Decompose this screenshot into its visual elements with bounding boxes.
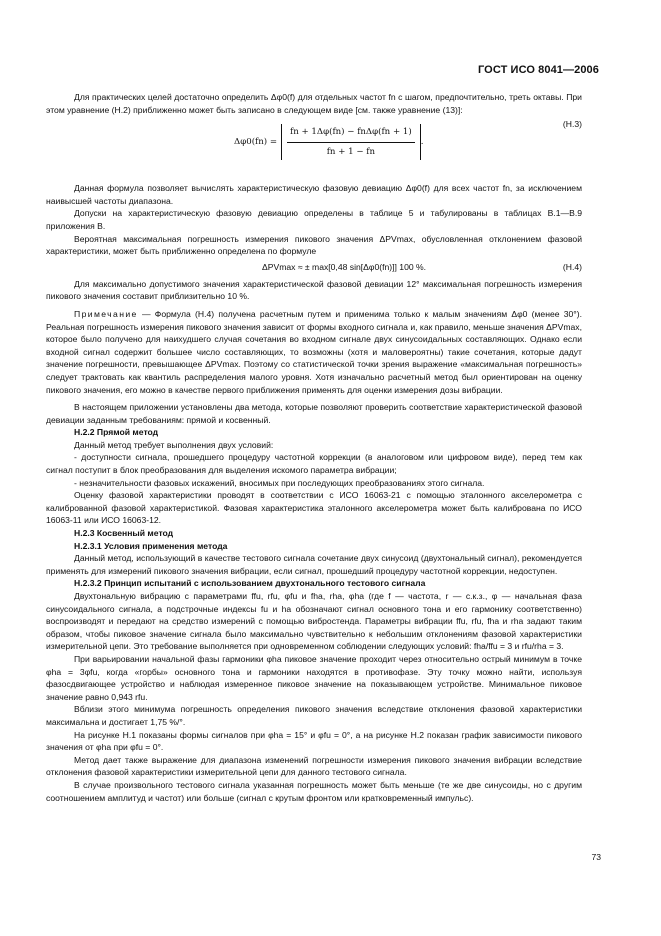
paragraph-arbitrary-signal: В случае произвольного тестового сигнала указанная погрешность может быть меньше (те же две синусоиды, но с другим соотношением амплитуд и частот) или больше (сигнал с крутым фронтом или кратковременный импульс).	[46, 779, 582, 803]
formula-h4-expression: ΔPVmax ≈ ± max[0,48 sin[Δφ0(fn)]] 100 %.	[262, 261, 427, 272]
note-paragraph	[46, 308, 582, 396]
formula-h3-tail: .	[420, 136, 424, 147]
formula-h3-lhs: Δφ0(fn) =	[234, 136, 278, 147]
paragraph-two-tone-parameters: Двухтональную вибрацию с параметрами ffu, rfu, φfu и fha, rha, φha (где f — частота, r — с.к.з., φ — начальная фаза синусоидального сигнала, а подстрочные индексы fu и ha обозначают сигнал основного тона и его гармонику соответственно) воспроизводят и передают на средство измерений с помощью вибростенда. Параметры вибрации ffu, rfu, fha и rha задают таким образом, чтобы пиковое значение сигнала было максимально чувствительно к небольшим отклонениям фазовой характеристики измерительной цепи. Это требование выполняется при одновременном соблюдении следующих условий: fha/ffu = 3 и rfu/rha = 3.	[46, 591, 582, 652]
paragraph-indirect-usage: Данный метод, использующий в качестве тестового сигнала сочетание двух синусоид (двухтональный сигнал), рекомендуется применять для измерений пикового значения вибрации, если сигнал, прошедший процедуру частотной коррекции, недоступен.	[46, 553, 582, 576]
paragraph-direct-conditions: Данный метод требует выполнения двух условий:	[74, 439, 274, 450]
paragraph-figures-reference: На рисунке Н.1 показаны формы сигналов при φha = 15° и φfu = 0°, а на рисунке Н.2 показан график зависимости пикового значения от φha при φfu = 0°.	[46, 729, 582, 753]
paragraph-formula-usage: Данная формула позволяет вычислять характеристическую фазовую девиацию Δφ0(f) для всех частот fn, за исключением наивысшей частоты диапазона.	[46, 183, 582, 206]
formula-h3-fraction	[287, 126, 415, 158]
paragraph-max-deviation: Для максимально допустимого значения характеристической фазовой девиации 12° максимальная погрешность измерения пикового значения составит приблизительно 10 %.	[46, 278, 582, 302]
page-number: 73	[591, 852, 601, 862]
paragraph-intro: Для практических целей достаточно определить Δφ0(f) для отдельных частот fn с шагом, предпочтительно, треть октавы. При этом уравнение (Н.2) приближенно может быть записано в следующем виде [см. также уравнение (13)]:	[46, 92, 582, 115]
note-label: Примечание	[74, 308, 138, 319]
paragraph-phase-variation: При варьировании начальной фазы гармоники φha пиковое значение проходит через относительно острый минимум в точке φha = 3φfu, когда «горбы» основного тона и гармоники находятся в противофазе. Эту точку можно найти, используя фазосдвигающее устройство и наблюдая измеренное пиковое значение на показывающем устройстве. Минимальное пиковое значение равно 0,943 rfu.	[46, 653, 582, 702]
section-heading-indirect-method: Н.2.3 Косвенный метод	[74, 528, 174, 539]
list-item-signal-availability: - доступности сигнала, прошедшего процедуру частотной коррекции (в аналоговом или цифровом виде), перед тем как сигнал поступит в блок преобразования для выделения искомого параметра вибрации;	[46, 452, 582, 476]
paragraph-tolerances: Допуски на характеристическую фазовую девиацию определены в таблице 5 и табулированы в таблицах В.1—В.9 приложения В.	[46, 208, 582, 231]
paragraph-phase-evaluation: Оценку фазовой характеристики проводят в соответствии с ИСО 16063-21 с помощью эталонного акселерометра с калиброванной фазовой характеристикой. Фазовая характеристика эталонного акселерометра может быть калибрована по ИСО 16063-11 или ИСО 16063-12.	[46, 490, 582, 526]
formula-h3	[46, 118, 582, 178]
note-text: — Формула (Н.4) получена расчетным путем и применима только к малым значениям Δφ0 (менее 30°). Реальная погрешность измерения пикового значения зависит от формы входного сигнала и, как правило, меньше значения ΔPVmax, которое было получено для наихудшего случая сочетания во входном сигнале двух синусоидальных составляющих. Однако если входной сигнал содержит большее число составляющих, то возможны (хотя и маловероятны) такие сочетания, которые дадут значение погрешности, превышающее ΔPVmax. Поэтому со статистической точки зрения выражение «максимальная погрешность» следует трактовать как квантиль распределения малого уровня. Хотя изначально расчетный метод был ориентирован на оценку пикового значения, его можно в качестве первого приближения применять для оценки измерения дозы вибрации.	[46, 308, 582, 395]
page-body	[46, 91, 582, 804]
formula-h4-number: (Н.4)	[562, 261, 582, 272]
section-heading-direct-method: Н.2.2 Прямой метод	[74, 427, 159, 438]
standard-header: ГОСТ ИСО 8041—2006	[477, 64, 599, 76]
formula-h3-abs	[281, 124, 421, 160]
section-heading-conditions: Н.2.3.1 Условия применения метода	[74, 540, 228, 551]
paragraph-max-error: Вероятная максимальная погрешность измерения пикового значения ΔPVmax, обусловленная отклонением фазовой характеристики, может быть приближенно определена по формуле	[46, 233, 582, 257]
section-heading-two-tone-principle: Н.2.3.2 Принцип испытаний с использованием двухтонального тестового сигнала	[74, 578, 426, 589]
paragraph-methods: В настоящем приложении установлены два метода, которые позволяют проверить соответствие характеристической фазовой девиации заданным требованиям: прямой и косвенный.	[46, 402, 582, 425]
paragraph-error-near-minimum: Вблизи этого минимума погрешность определения пикового значения вследствие отклонения фазовой характеристики максимальна и достигает 1,75 %/°.	[46, 704, 582, 727]
formula-h4	[46, 261, 582, 275]
formula-h3-expression	[234, 124, 423, 160]
formula-h3-numerator: fn + 1Δφ(fn) − fnΔφ(fn + 1)	[287, 126, 415, 143]
formula-h3-number: (Н.3)	[562, 119, 582, 130]
formula-h3-denominator: fn + 1 − fn	[326, 146, 375, 157]
paragraph-method-expression: Метод дает также выражение для диапазона изменений погрешности измерения пикового значения вибрации вследствие отклонения фазовой характеристики измерительной цепи для данного тестового сигнала.	[46, 754, 582, 778]
list-item-phase-distortion: - незначительности фазовых искажений, вносимых при последующих преобразованиях этого сигнала.	[74, 477, 485, 488]
